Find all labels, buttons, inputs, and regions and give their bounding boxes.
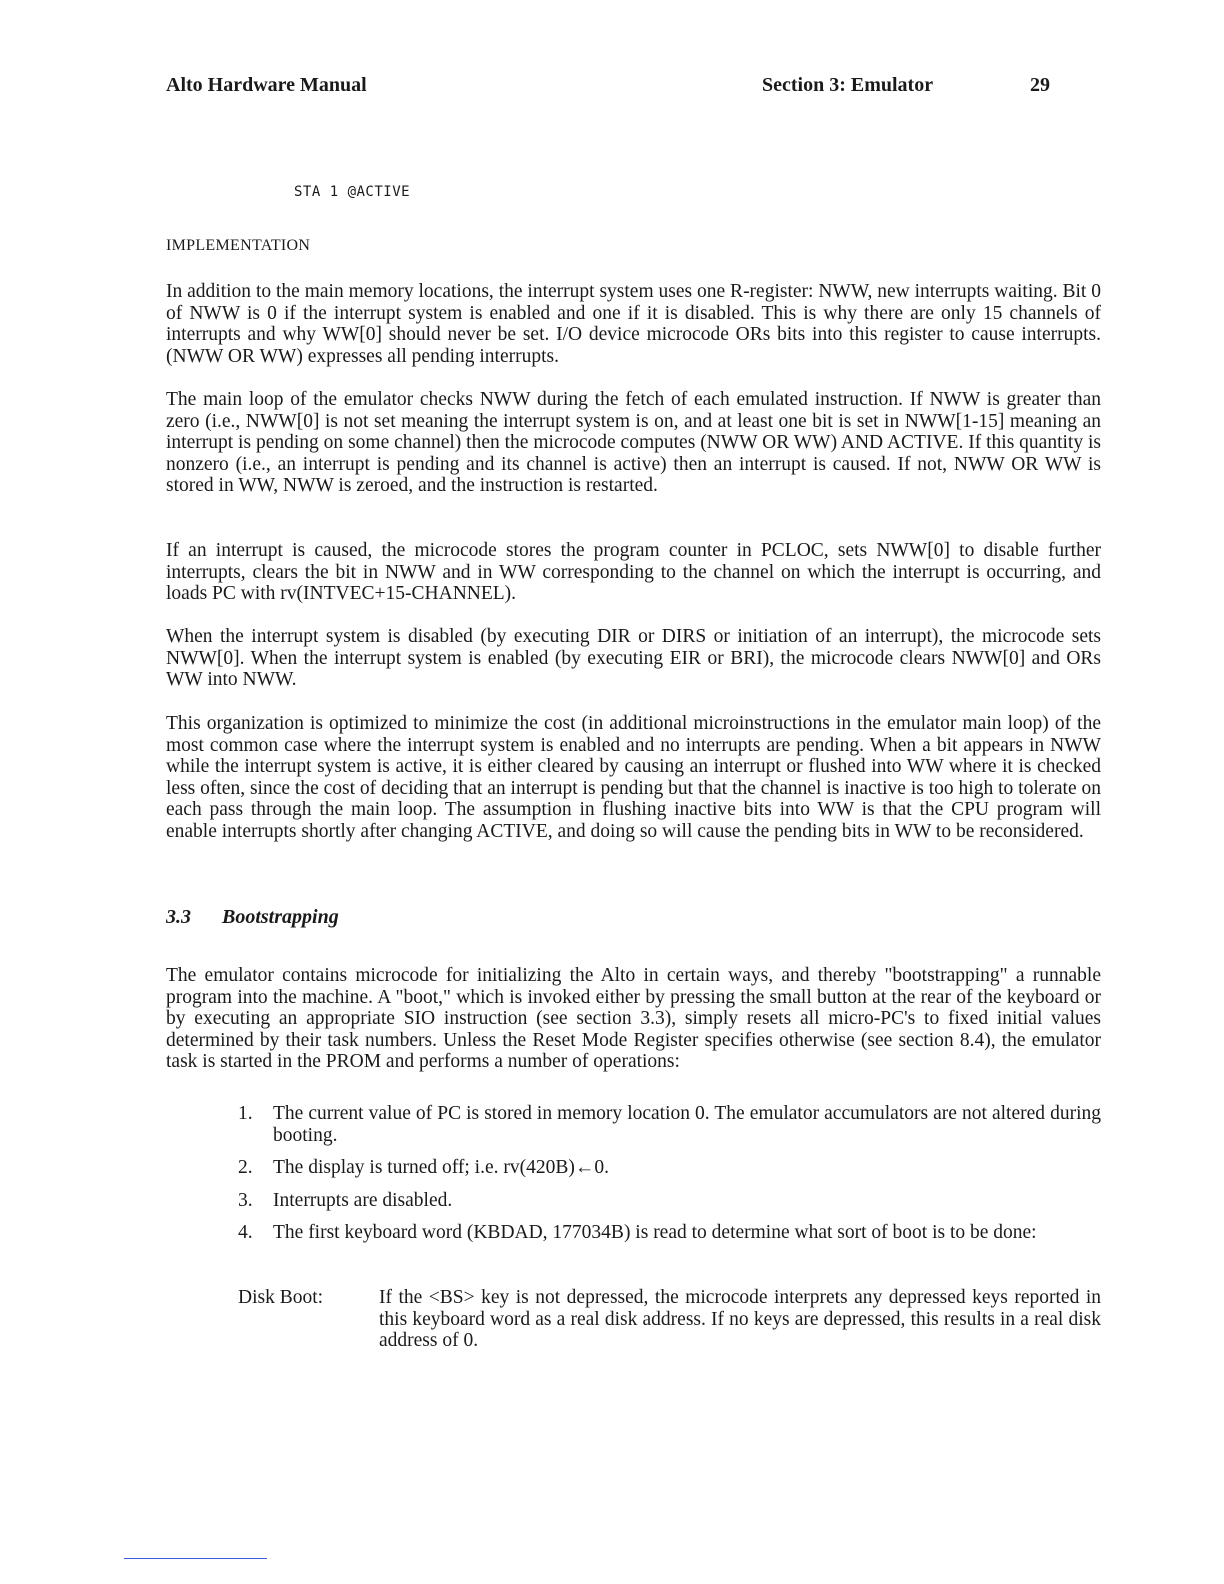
implementation-label: IMPLEMENTATION	[166, 237, 311, 254]
paragraph-organization: This organization is optimized to minimize the cost (in additional microinstructions in the emulator main loop) of the most common case where the interrupt system is enabled and no interrupts are pending. When a bit appears in NWW while the interrupt system is active, it is either cleared by causing an interrupt or flushed into WW where it is checked less often, since the cost of deciding that an interrupt is pending but that the channel is inactive is too high to tolerate on each pass through the main loop. The assumption in flushing inactive bits into WW is that the CPU program will enable interrupts shortly after changing ACTIVE, and doing so will cause the pending bits in WW to be reconsidered.	[166, 713, 1101, 842]
list-item: 4. The first keyboard word (KBDAD, 177034B) is read to determine what sort of boot is to be done:	[238, 1222, 1037, 1243]
list-item: 1. The current value of PC is stored in memory location 0. The emulator accumulators are not altered during booting.	[238, 1103, 1101, 1146]
paragraph-disable-enable: When the interrupt system is disabled (by executing DIR or DIRS or initiation of an interrupt), the microcode sets NWW[0]. When the interrupt system is enabled (by executing EIR or BRI), the microcode clears NWW[0] and ORs WW into NWW.	[166, 626, 1101, 690]
paragraph-main-loop: The main loop of the emulator checks NWW during the fetch of each emulated instruction. If NWW is greater than zero (i.e., NWW[0] is not set meaning the interrupt system is on, and at least one bit is set in NWW[1-15] meaning an interrupt is pending on some channel) then the microcode computes (NWW OR WW) AND ACTIVE. If this quantity is nonzero (i.e., an interrupt is pending and its channel is active) then an interrupt is caused. If not, NWW OR WW is stored in WW, NWW is zeroed, and the instruction is restarted.	[166, 389, 1101, 496]
section-title: Bootstrapping	[222, 906, 339, 928]
running-header-title: Alto Hardware Manual	[166, 74, 367, 96]
definition-term: Disk Boot:	[238, 1287, 324, 1308]
disk-boot-definition	[238, 1287, 1101, 1352]
code-line: STA 1 @ACTIVE	[294, 184, 411, 200]
boot-steps-list	[238, 1103, 1101, 1255]
paragraph-interrupt-caused: If an interrupt is caused, the microcode stores the program counter in PCLOC, sets NWW[0] to disable further interrupts, clears the bit in NWW and in WW corresponding to the channel on which the interrupt is occurring, and loads PC with rv(INTVEC+15-CHANNEL).	[166, 540, 1101, 604]
page-number: 29	[1030, 74, 1050, 96]
section-number: 3.3	[166, 906, 191, 928]
running-header-section: Section 3: Emulator	[762, 74, 934, 96]
section-heading	[166, 906, 339, 929]
definition-text: If the <BS> key is not depressed, the microcode interprets any depressed keys reported in this keyboard word as a real disk address. If no keys are depressed, this results in a real disk address of 0.	[379, 1287, 1101, 1351]
paragraph-r-register: In addition to the main memory locations, the interrupt system uses one R-register: NWW, new interrupts waiting. Bit 0 of NWW is 0 if the interrupt system is enabled and one if it is disabled. This is why there are only 15 channels of interrupts and why WW[0] should never be set. I/O device microcode ORs bits into this register to cause interrupts. (NWW OR WW) expresses all pending interrupts.	[166, 281, 1101, 367]
footnote-rule	[124, 1558, 267, 1559]
list-item: 3. Interrupts are disabled.	[238, 1189, 453, 1211]
list-item: 2. The display is turned off; i.e. rv(420B)←0.	[238, 1157, 609, 1178]
paragraph-bootstrapping: The emulator contains microcode for initializing the Alto in certain ways, and thereby "bootstrapping" a runnable program into the machine. A "boot," which is invoked either by pressing the small button at the rear of the keyboard or by executing an appropriate SIO instruction (see section 3.3), simply resets all micro-PC's to fixed initial values determined by their task numbers. Unless the Reset Mode Register specifies otherwise (see section 8.4), the emulator task is started in the PROM and performs a number of operations:	[166, 965, 1101, 1072]
